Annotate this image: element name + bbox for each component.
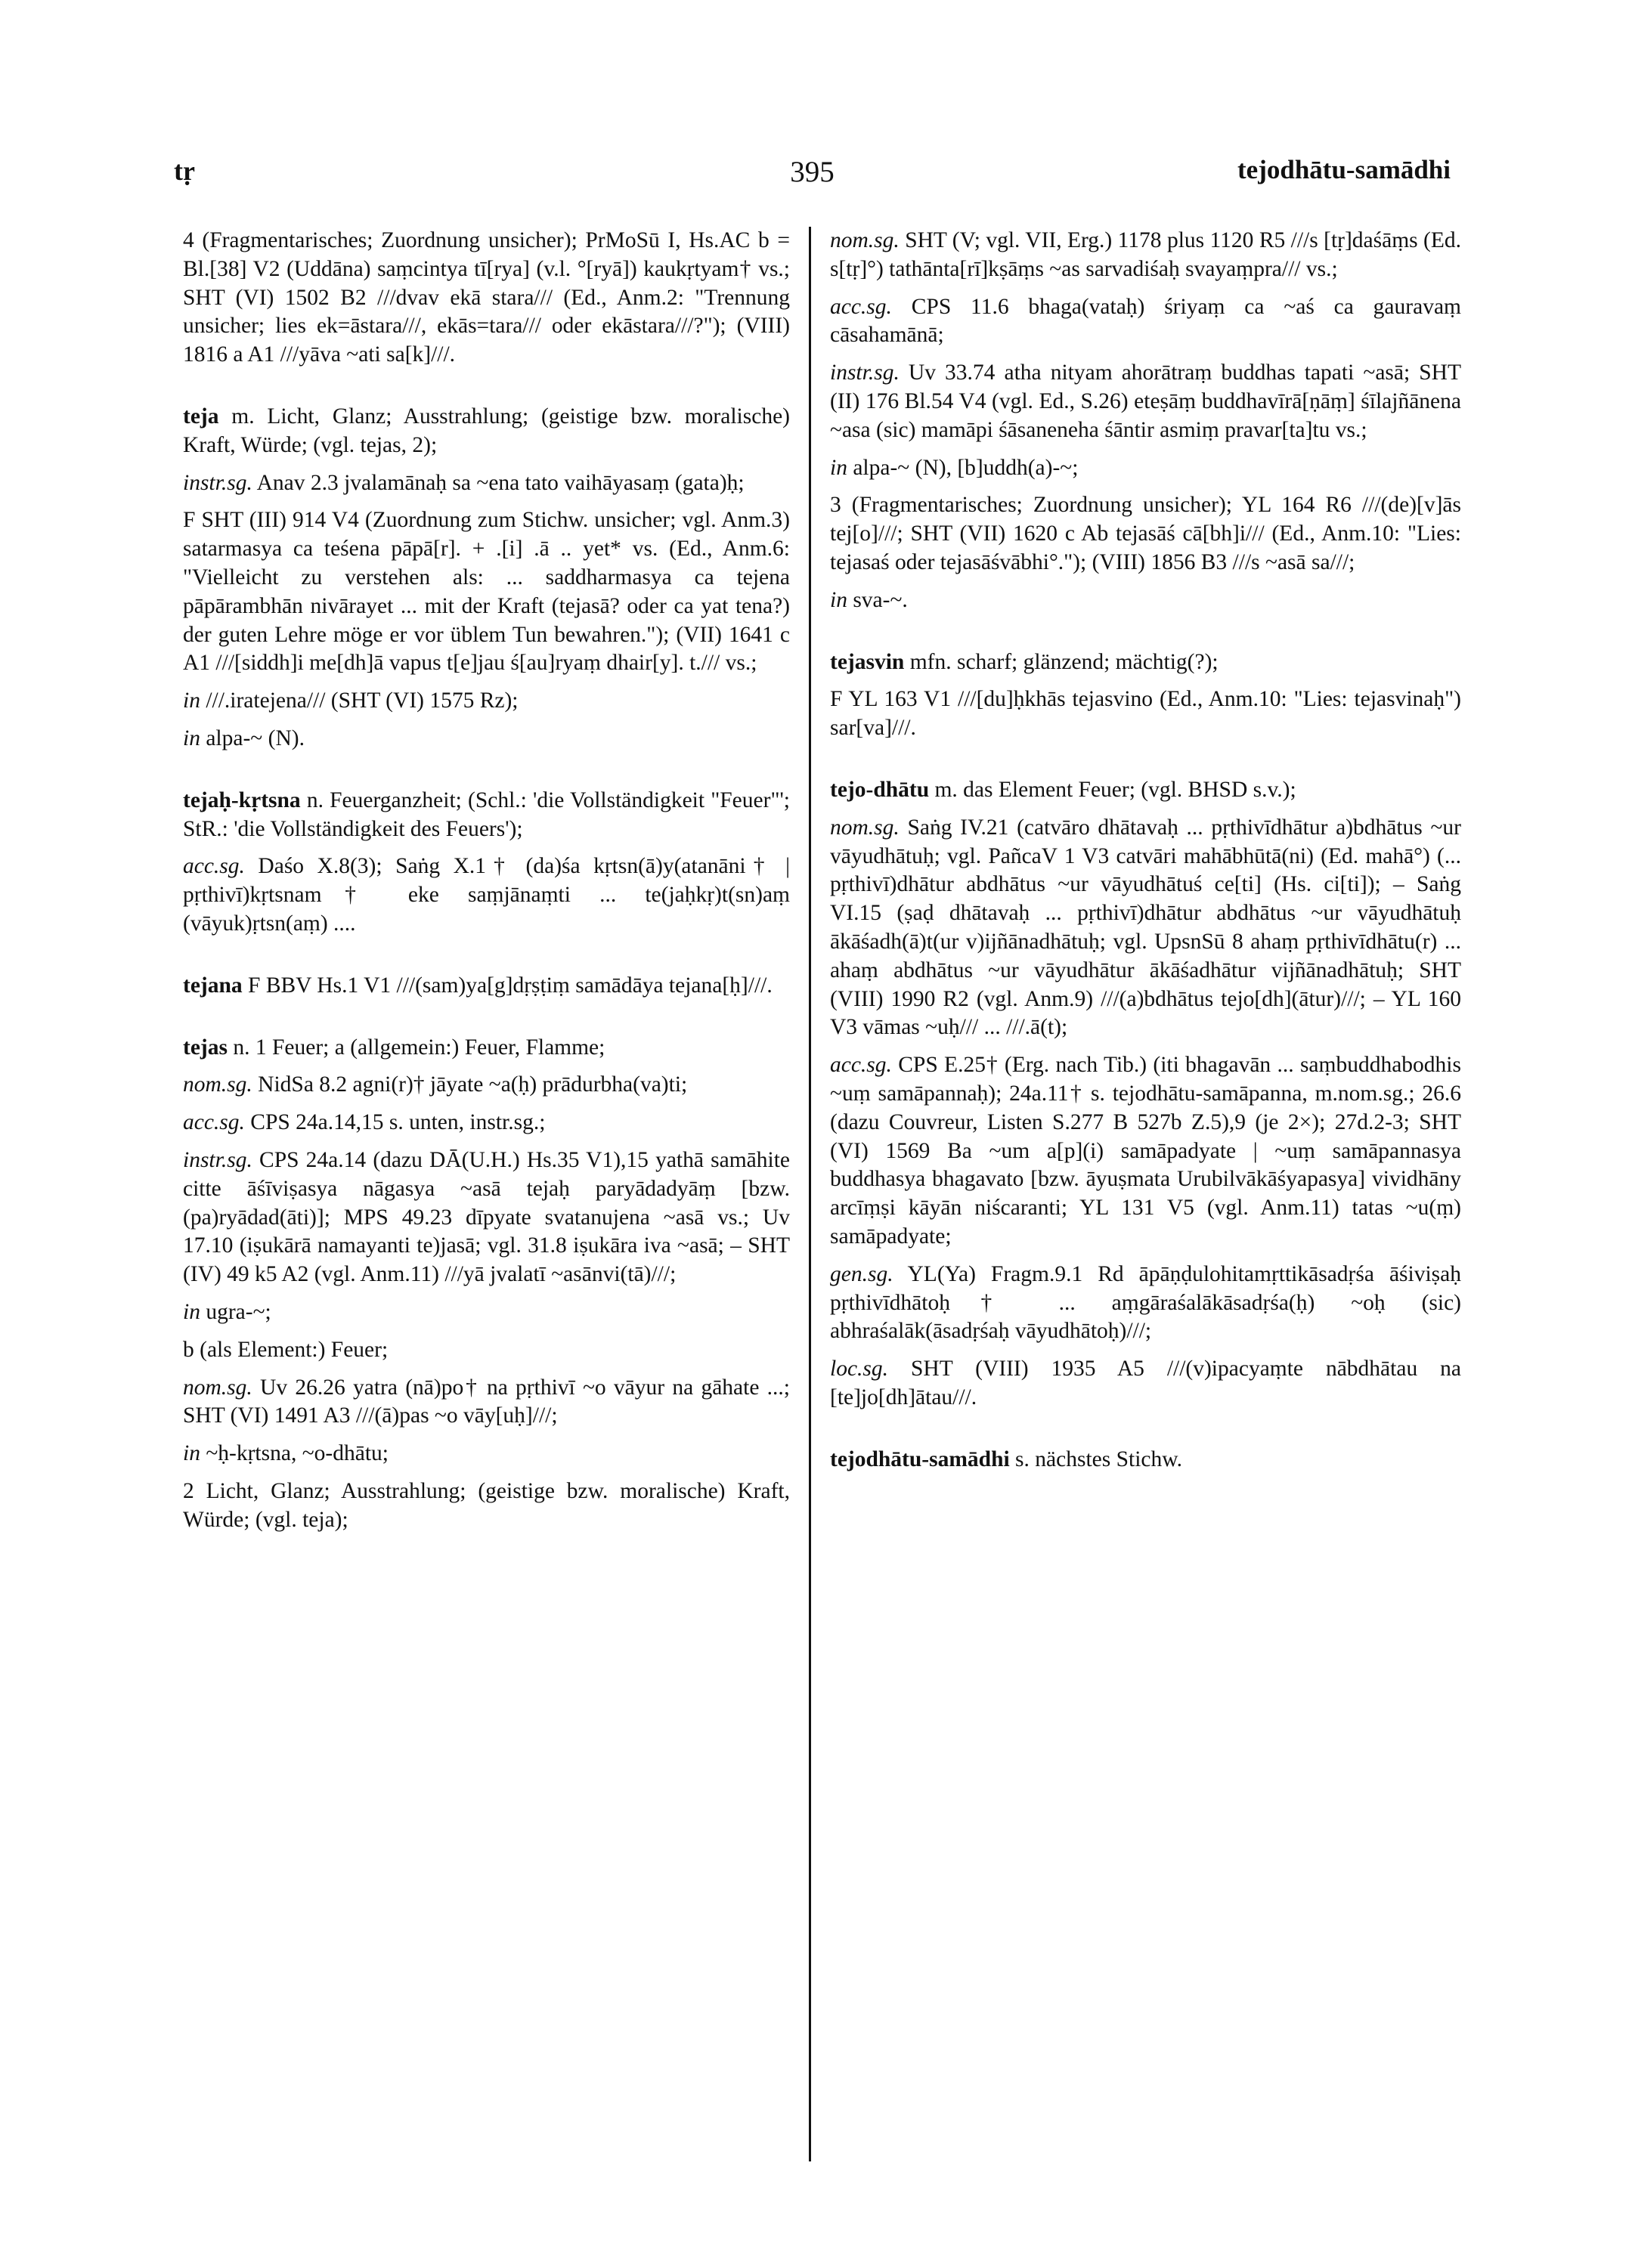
entry-paragraph xyxy=(183,469,790,498)
entry-lemma: tejo-dhātu xyxy=(830,777,930,802)
entry-paragraph xyxy=(830,1355,1461,1412)
right-column xyxy=(830,227,1461,1483)
entry-text: ~ḥ-kṛtsna, ~o-dhātu; xyxy=(200,1441,389,1466)
entry-paragraph xyxy=(183,1071,790,1100)
header-right-headword: tejodhātu-samādhi xyxy=(1237,155,1451,184)
grammar-label: instr.sg. xyxy=(183,1147,252,1172)
entry-lemma: teja xyxy=(183,404,219,429)
page-number: 395 xyxy=(790,156,835,188)
grammar-label: in xyxy=(830,587,847,612)
entry-text: Saṅg IV.21 (catvāro dhātavaḥ ... pṛthivīdhātur a)bdhātus ~ur vāyudhātuḥ; vgl. PañcaV 1 V3 catvāri mahābhūtā(ni) (Ed. mahā°) (... pṛthivī)dhātur abdhātus ~ur vāyudhātuś ce[ti] (Hs. ci[ti]); – Saṅg VI.15 (ṣaḍ dhātavaḥ ... pṛthivī)dhātur abdhātus ~ur vāyudhātuḥ ākāśadh(ā)t(ur v)ijñānadhātuḥ; vgl. UpsnSū 8 ahaṃ pṛthivīdhātu(r) ... ahaṃ abdhātus ~ur vāyudhātur ākāśadhātur vijñānadhātuḥ; SHT (VIII) 1990 R2 (vgl. Anm.9) ///(a)bdhātus tejo[dh](ātur)///; – YL 160 V3 vāmas ~uḥ/// ... ///.ā(t); xyxy=(830,815,1461,1040)
left-column xyxy=(183,227,790,1543)
grammar-label: in xyxy=(183,1299,200,1324)
entry-paragraph xyxy=(183,1440,790,1468)
entry-text: ///.iratejena/// (SHT (VI) 1575 Rz); xyxy=(200,688,519,713)
entry-paragraph xyxy=(183,687,790,716)
grammar-label: acc.sg. xyxy=(830,294,892,319)
entry-text: CPS E.25† (Erg. nach Tib.) (iti bhagavān ... saṃbuddhabodhis ~uṃ samāpannaḥ); 24a.11† s. tejodhātu-samāpanna, m.nom.sg.; 26.6 (dazu Couvreur, Listen S.277 B 527b Z.5),9 (je 2×); 27d.2-3; SHT (VI) 1569 Ba ~um a[p](i) samāpadyate | ~uṃ samāpannasya buddhasya bhagavato [bzw. āyuṣmata Urubilvākāśyapasya] vividhāny arcīṃṣi kāyān niścaranti; YL 131 V5 (vgl. Anm.11) tatas ~u(ṃ) samāpadyate; xyxy=(830,1053,1461,1248)
entry-paragraph xyxy=(183,506,790,678)
entry-lemma: tejana xyxy=(183,973,243,998)
entry-text: NidSa 8.2 agni(r)† jāyate ~a(ḥ) prādurbha(va)ti; xyxy=(252,1072,688,1097)
entry-paragraph xyxy=(830,1446,1461,1474)
grammar-label: instr.sg. xyxy=(183,470,252,495)
grammar-label: nom.sg. xyxy=(183,1375,252,1400)
grammar-label: nom.sg. xyxy=(830,815,900,840)
entry-paragraph xyxy=(183,1374,790,1431)
entry-paragraph xyxy=(183,972,790,1001)
entry-lemma: tejodhātu-samādhi xyxy=(830,1447,1010,1471)
entry-paragraph xyxy=(183,787,790,844)
entry-paragraph xyxy=(830,648,1461,677)
entry-paragraph xyxy=(183,227,790,370)
grammar-label: instr.sg. xyxy=(830,360,900,385)
entry-paragraph xyxy=(830,293,1461,351)
entry-text: F SHT (III) 914 V4 (Zuordnung zum Stichw. unsicher; vgl. Anm.3) satarmasya ca teśena pāpā[r]. + .[i] .ā .. yet* vs. (Ed., Anm.6: "Vielleicht zu verstehen als: ... saddharmasya ca tejena pāpārambhān nivārayet ... mit der Kraft (tejasā? oder ca yat tena?) der guten Lehre möge er vor üblem Tun bewahren."); (VII) 1641 c A1 ///[siddh]i me[dh]ā vapus t[e]jau ś[au]ryaṃ dhair[y]. t./// vs.; xyxy=(183,508,790,676)
entry-text: m. das Element Feuer; (vgl. BHSD s.v.); xyxy=(929,777,1296,802)
entry-text: 4 (Fragmentarisches; Zuordnung unsicher); PrMoSū I, Hs.AC b = Bl.[38] V2 (Uddāna) saṃcintya tī[rya] (v.l. °[ryā]) kaukṛtyam† vs.; SHT (VI) 1502 B2 ///dvav ekā stara/// (Ed., Anm.2: "Trennung unsicher; lies ek=āstara///, ekās=tara/// oder ekāstara///?"); (VIII) 1816 a A1 ///yāva ~ati sa[k]///. xyxy=(183,228,790,367)
entry-text: CPS 24a.14,15 s. unten, instr.sg.; xyxy=(244,1110,546,1135)
entry-text: sva-~. xyxy=(847,587,908,612)
entry-text: CPS 11.6 bhaga(vataḥ) śriyaṃ ca ~aś ca gauravaṃ cāsahamānā; xyxy=(830,294,1461,348)
entry-paragraph xyxy=(830,359,1461,444)
entry-paragraph xyxy=(183,1477,790,1535)
entry-text: F BBV Hs.1 V1 ///(sam)ya[g]dṛṣṭiṃ samādāya tejana[ḥ]///. xyxy=(242,973,773,998)
entry-lemma: tejaḥ-kṛtsna xyxy=(183,787,301,812)
entry-paragraph xyxy=(830,1261,1461,1346)
grammar-label: in xyxy=(183,726,200,750)
entry-text: m. Licht, Glanz; Ausstrahlung; (geistige bzw. moralische) Kraft, Würde; (vgl. tejas, 2); xyxy=(183,404,790,457)
entry-text: CPS 24a.14 (dazu DĀ(U.H.) Hs.35 V1),15 yathā samāhite citte āśīviṣasya nāgasya ~asā tejaḥ paryādadyāṃ [bzw. (pa)ryādad(āti)]; MPS 49.23 dīpyate svatanujena ~asā vs.; Uv 17.10 (iṣukārā namayanti te)jasā; vgl. 31.8 iṣukāra iva ~asā; – SHT (IV) 49 k5 A2 (vgl. Anm.11) ///yā jvalatī ~asānvi(tā)///; xyxy=(183,1147,790,1287)
entry-paragraph xyxy=(830,814,1461,1042)
entry-text: SHT (V; vgl. VII, Erg.) 1178 plus 1120 R5 ///s [tṛ]daśāṃs (Ed. s[tṛ]°) tathānta[rī]kṣāṃs ~as sarvadiśaḥ svayaṃpra/// vs.; xyxy=(830,228,1461,281)
entry-text: mfn. scharf; glänzend; mächtig(?); xyxy=(904,649,1219,674)
entry-text: n. Feuerganzheit; (Schl.: 'die Vollständigkeit "Feuer"'; StR.: 'die Vollständigkeit des Feuers'); xyxy=(183,787,790,841)
grammar-label: gen.sg. xyxy=(830,1261,893,1286)
entry-paragraph xyxy=(830,454,1461,483)
entry-text: b (als Element:) Feuer; xyxy=(183,1337,389,1362)
grammar-label: loc.sg. xyxy=(830,1357,889,1382)
entry-paragraph xyxy=(183,1336,790,1365)
grammar-label: acc.sg. xyxy=(183,1110,245,1135)
entry-text: 2 Licht, Glanz; Ausstrahlung; (geistige bzw. moralische) Kraft, Würde; (vgl. teja); xyxy=(183,1478,790,1532)
entry-text: Anav 2.3 jvalamānaḥ sa ~ena tato vaihāyasaṃ (gata)ḥ; xyxy=(252,470,745,495)
entry-text: alpa-~ (N). xyxy=(200,726,305,750)
grammar-label: acc.sg. xyxy=(183,854,245,879)
grammar-label: in xyxy=(183,1441,200,1466)
column-divider xyxy=(809,227,811,2161)
entry-paragraph xyxy=(183,1034,790,1063)
entry-text: ugra-~; xyxy=(200,1299,271,1324)
grammar-label: in xyxy=(830,455,847,480)
grammar-label: in xyxy=(183,688,200,713)
entry-text: Uv 26.26 yatra (nā)po† na pṛthivī ~o vāyur na gāhate ...; SHT (VI) 1491 A3 ///(ā)pas ~o vāy[uḥ]///; xyxy=(183,1375,790,1428)
entry-lemma: tejasvin xyxy=(830,649,905,674)
entry-text: 3 (Fragmentarisches; Zuordnung unsicher); YL 164 R6 ///(de)[v]ās tej[o]///; SHT (VII) 1620 c Ab tejasāś cā[bh]i/// (Ed., Anm.10: "Lies: tejasaś oder tejasāśvābhi°."); (VIII) 1856 B3 ///s ~asā sa///; xyxy=(830,493,1461,574)
running-header xyxy=(174,155,1451,200)
entry-text: SHT (VIII) 1935 A5 ///(v)ipacyaṃte nābdhātau na [te]jo[dh]ātau///. xyxy=(830,1357,1461,1409)
header-left-headword: tṛ xyxy=(174,156,195,186)
entry-text: Uv 33.74 atha nityam ahorātraṃ buddhas tapati ~asā; SHT (II) 176 Bl.54 V4 (vgl. Ed., S.26) eteṣāṃ buddhavīrā[ṇāṃ] śīlajñānena ~asa (sic) mamāpi śāsaneneha śāntir asmiṃ pravar[ta]tu vs.; xyxy=(830,360,1461,442)
entry-paragraph xyxy=(183,1298,790,1327)
entry-text: F YL 163 V1 ///[du]ḥkhās tejasvino (Ed., Anm.10: "Lies: tejasvinaḥ") sar[va]///. xyxy=(830,687,1461,741)
entry-paragraph xyxy=(183,725,790,753)
entry-paragraph xyxy=(183,403,790,460)
grammar-label: nom.sg. xyxy=(183,1072,252,1097)
entry-paragraph xyxy=(183,852,790,938)
entry-lemma: tejas xyxy=(183,1035,228,1060)
entry-text: n. 1 Feuer; a (allgemein:) Feuer, Flamme; xyxy=(227,1035,605,1060)
entry-paragraph xyxy=(830,1051,1461,1252)
entry-text: YL(Ya) Fragm.9.1 Rd āpāṇḍulohitamṛttikāsadṛśa āśiviṣaḥ pṛthivīdhātoḥ† ... aṃgāraśalākāsadṛśa(ḥ) ~oḥ (sic) abhraśalāk(āsadṛśaḥ vāyudhātoḥ)///; xyxy=(830,1261,1461,1344)
entry-paragraph xyxy=(183,1146,790,1289)
entry-text: s. nächstes Stichw. xyxy=(1009,1447,1182,1471)
entry-text: alpa-~ (N), [b]uddh(a)-~; xyxy=(847,455,1079,480)
entry-paragraph xyxy=(830,227,1461,284)
entry-paragraph xyxy=(830,491,1461,577)
entry-paragraph xyxy=(830,685,1461,743)
entry-text: Daśo X.8(3); Saṅg X.1† (da)śa kṛtsn(ā)y(atanāni† | pṛthivī)kṛtsnam† eke saṃjānaṃti ... te(jaḥkṛ)t(sn)aṃ (vāyuk)ṛtsn(aṃ) .... xyxy=(183,854,790,936)
entry-paragraph xyxy=(830,586,1461,615)
grammar-label: acc.sg. xyxy=(830,1053,892,1078)
grammar-label: nom.sg. xyxy=(830,228,900,252)
entry-paragraph xyxy=(830,776,1461,805)
entry-paragraph xyxy=(183,1109,790,1137)
